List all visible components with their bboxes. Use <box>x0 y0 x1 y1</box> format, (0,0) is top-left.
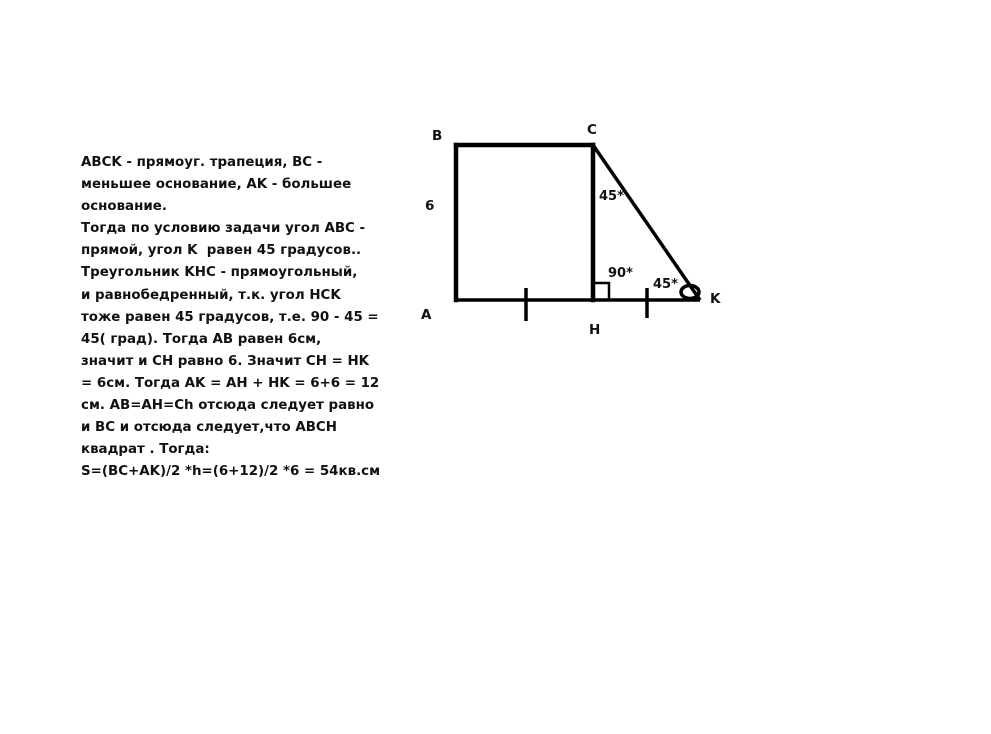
solution-line: ABCK - прямоуг. трапеция, BC - <box>81 155 323 170</box>
vertex-label-K: K <box>710 291 721 307</box>
solution-line: см. AB=AH=Ch отсюда следует равно <box>81 398 375 414</box>
solution-line: и BC и отсюда следует,что ABCH <box>81 420 337 436</box>
solution-line: тоже равен 45 градусов, т.е. 90 - 45 = <box>81 309 379 325</box>
solution-line: = 6см. Тогда AK = AH + HK = 6+6 = 12 <box>81 375 380 391</box>
vertex-label-H: H <box>589 322 601 338</box>
vertex-label-C: C <box>587 122 597 138</box>
vertex-label-B: B <box>432 128 443 144</box>
solution-line: S=(BC+AK)/2 *h=(6+12)/2 *6 = 54кв.см <box>81 464 381 480</box>
solution-line: значит и CH равно 6. Значит CH = HK <box>81 353 370 369</box>
angle-H-label: 90* <box>608 266 633 281</box>
solution-line: основание. <box>81 199 167 215</box>
solution-line: Тогда по условию задачи угол ABC - <box>81 221 366 237</box>
solution-line: и равнобедренный, т.к. угол HCK <box>81 287 341 303</box>
solution-line: прямой, угол K равен 45 градусов.. <box>81 243 362 259</box>
vertex-label-A: A <box>421 307 432 323</box>
solution-line: 45( град). Тогда AB равен 6см, <box>81 331 322 347</box>
right-angle-marker <box>593 283 609 300</box>
angle-K-label: 45* <box>653 277 678 292</box>
side-AB-length-label: 6 <box>425 198 435 214</box>
solution-line: Треугольник KHC - прямоугольный, <box>81 265 358 281</box>
solution-line: квадрат . Тогда: <box>81 442 210 458</box>
angle-C-label: 45* <box>599 189 624 204</box>
solution-line: меньшее основание, AK - большее <box>81 177 352 193</box>
